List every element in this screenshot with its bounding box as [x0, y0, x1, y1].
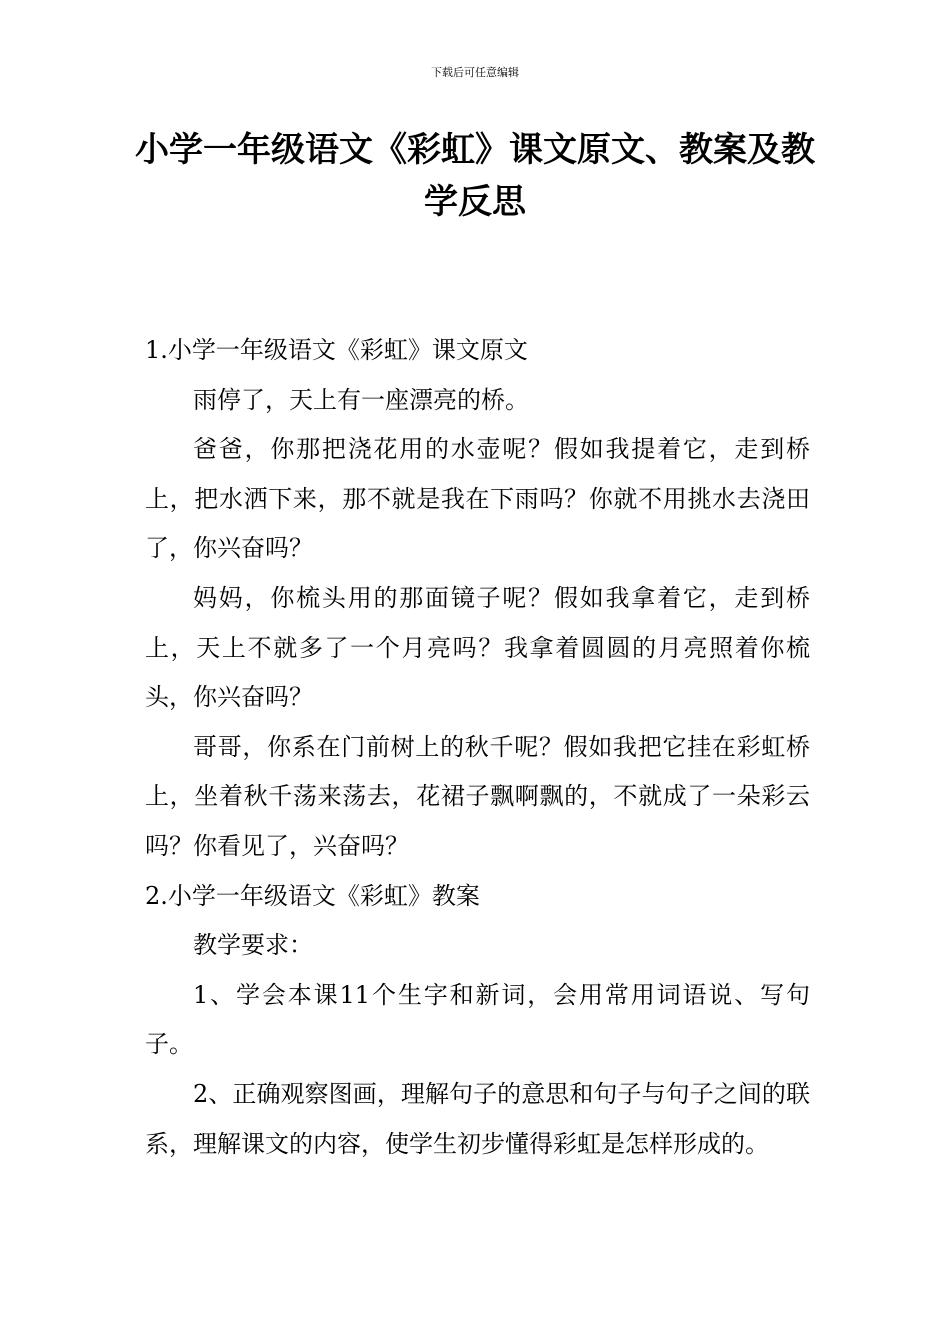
- paragraph: 雨停了，天上有一座漂亮的桥。: [193, 385, 529, 414]
- document-title: 小学一年级语文《彩虹》课文原文、教案及教学反思: [135, 130, 815, 222]
- paragraph: 妈妈，你梳头用的那面镜子呢？假如我拿着它，走到桥上，天上不就多了一个月亮吗？我拿着圆圆的月亮照着你梳头，你兴奋吗？: [145, 583, 810, 712]
- header-note: 下载后可任意编辑: [431, 66, 519, 79]
- paragraph: 爸爸，你那把浇花用的水壶呢？假如我提着它，走到桥上，把水洒下来，那不就是我在下雨吗？你就不用挑水去浇田了，你兴奋吗？: [145, 435, 810, 563]
- section-heading-2: 2.小学一年级语文《彩虹》教案: [145, 881, 480, 910]
- paragraph: 哥哥，你系在门前树上的秋千呢？假如我把它挂在彩虹桥上，坐着秋千荡来荡去，花裙子飘啊飘的，不就成了一朵彩云吗？你看见了，兴奋吗？: [145, 732, 810, 860]
- section-heading-1: 1.小学一年级语文《彩虹》课文原文: [145, 336, 528, 364]
- paragraph: 1、学会本课11个生字和新词，会用常用词语说、写句子。: [145, 980, 810, 1059]
- document-body: [145, 326, 810, 1169]
- paragraph: 2、正确观察图画，理解句子的意思和句子与句子之间的联系，理解课文的内容，使学生初步懂得彩虹是怎样形成的。: [145, 1079, 810, 1158]
- paragraph: 教学要求：: [193, 931, 313, 960]
